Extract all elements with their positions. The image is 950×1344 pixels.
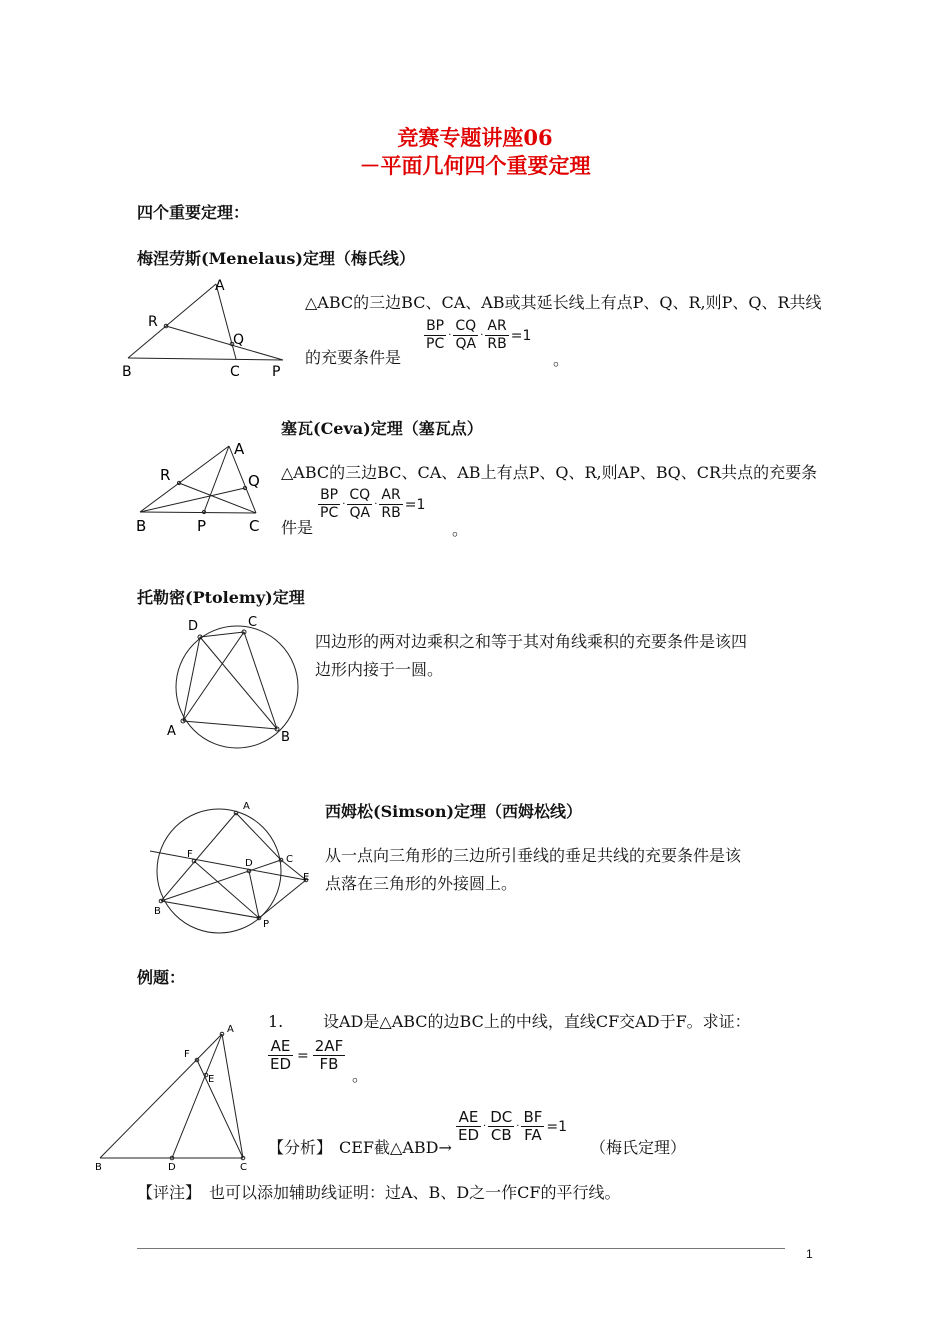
menelaus-formula: $\frac{BP}{PC}$ · $\frac{CQ}{QA}$ · $\frac{AR}{RB}$ =1 xyxy=(426,318,532,352)
menelaus-label-q: Q xyxy=(233,332,245,348)
menelaus-label-p: P xyxy=(272,364,281,378)
menelaus-text-1: △ABC的三边BC、CA、AB或其延长线上有点P、Q、R,则P、Q、R共线 xyxy=(305,293,822,312)
example1-comment-text: 也可以添加辅助线证明：过A、B、D之一作CF的平行线。 xyxy=(209,1183,621,1202)
ptolemy-heading: 托勒密(Ptolemy)定理 xyxy=(137,588,305,607)
simson-label-p: P xyxy=(263,919,270,930)
example1-label-f: F xyxy=(184,1049,190,1060)
ptolemy-label-d: D xyxy=(188,619,199,634)
simson-label-a: A xyxy=(243,801,250,812)
example1-analysis-text: CEF截△ABD→ xyxy=(339,1138,452,1157)
ceva-label-q: Q xyxy=(248,472,260,490)
ptolemy-label-a: A xyxy=(167,724,176,739)
simson-label-c: C xyxy=(286,854,293,865)
simson-label-b: B xyxy=(154,906,161,917)
title-line-2: －平面几何四个重要定理 xyxy=(359,153,591,178)
example1-claim-end: 。 xyxy=(352,1066,369,1085)
title-line-1: 竞赛专题讲座06 xyxy=(397,125,553,150)
ceva-formula: $\frac{BP}{PC}$ · $\frac{CQ}{QA}$ · $\frac{AR}{RB}$ =1 xyxy=(320,487,426,521)
ceva-label-b: B xyxy=(136,517,147,535)
simson-text-1: 从一点向三角形的三边所引垂线的垂足共线的充要条件是该 xyxy=(325,846,742,865)
menelaus-figure xyxy=(118,276,298,378)
ceva-label-p: P xyxy=(197,517,207,535)
section-heading-theorems: 四个重要定理： xyxy=(137,203,250,222)
example1-figure xyxy=(90,1020,250,1172)
ceva-figure xyxy=(132,436,272,536)
menelaus-heading: 梅涅劳斯(Menelaus)定理（梅氏线） xyxy=(137,249,415,268)
menelaus-text-2: 的充要条件是 xyxy=(305,348,402,367)
example1-statement: 设AD是△ABC的边BC上的中线，直线CF交AD于F。求证： xyxy=(323,1012,751,1031)
simson-label-f: F xyxy=(187,849,193,860)
example1-analysis-formula: $\frac{AE}{ED}$ · $\frac{DC}{CB}$ · $\frac{BF}{FA}$ =1 xyxy=(458,1108,567,1144)
ptolemy-label-b: B xyxy=(281,730,290,745)
example1-label-a: A xyxy=(227,1024,234,1035)
simson-text-2: 点落在三角形的外接圆上。 xyxy=(325,874,518,893)
example1-claim: $\frac{AE}{ED}$ = $\frac{2AF}{FB}$ xyxy=(270,1037,344,1073)
examples-heading: 例题： xyxy=(137,968,186,987)
example1-analysis-label: 【分析】 xyxy=(268,1138,333,1157)
menelaus-label-a: A xyxy=(215,278,225,294)
example1-label-d: D xyxy=(168,1162,176,1172)
example1-number: 1. xyxy=(268,1012,284,1031)
simson-figure xyxy=(146,797,316,935)
ptolemy-label-c: C xyxy=(248,615,258,630)
page-number: 1 xyxy=(806,1247,813,1261)
ceva-label-a: A xyxy=(234,440,245,458)
ceva-label-c: C xyxy=(249,517,260,535)
menelaus-label-r: R xyxy=(148,314,158,330)
simson-label-e: E xyxy=(303,872,310,883)
menelaus-end: 。 xyxy=(553,350,570,369)
example1-label-e: E xyxy=(208,1074,215,1085)
simson-label-d: D xyxy=(245,858,253,869)
example1-label-b: B xyxy=(95,1162,102,1172)
ptolemy-text-1: 四边形的两对边乘积之和等于其对角线乘积的充要条件是该四 xyxy=(315,632,748,651)
footer-divider xyxy=(137,1248,785,1249)
ceva-text-1: △ABC的三边BC、CA、AB上有点P、Q、R,则AP、BQ、CR共点的充要条 xyxy=(281,463,818,482)
ptolemy-text-2: 边形内接于一圆。 xyxy=(315,660,444,679)
menelaus-label-b: B xyxy=(122,364,132,378)
example1-label-c: C xyxy=(240,1162,247,1172)
example1-analysis-note: （梅氏定理） xyxy=(590,1138,687,1157)
ptolemy-figure xyxy=(160,613,306,749)
ceva-heading: 塞瓦(Ceva)定理（塞瓦点） xyxy=(281,419,483,438)
ceva-label-r: R xyxy=(160,466,171,484)
ceva-end: 。 xyxy=(452,520,469,539)
menelaus-label-c: C xyxy=(230,364,240,378)
example1-comment-label: 【评注】 xyxy=(137,1183,202,1202)
simson-heading: 西姆松(Simson)定理（西姆松线） xyxy=(325,802,583,821)
ceva-text-2: 件是 xyxy=(281,518,314,537)
